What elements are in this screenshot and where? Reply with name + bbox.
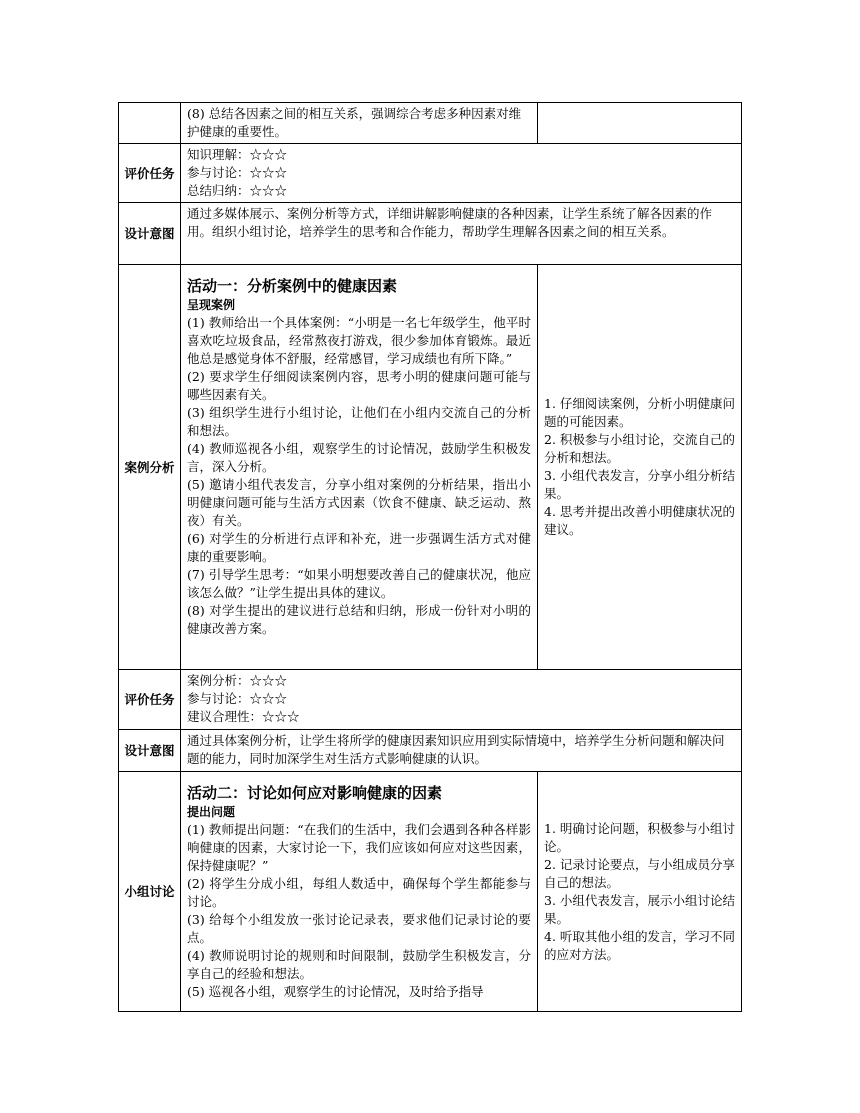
evaluation-row-1	[119, 144, 742, 203]
activity-subtitle: 呈现案例	[187, 298, 236, 312]
student-step: 4. 听取其他小组的发言，学习不同的应对方法。	[544, 928, 735, 962]
evaluation-line: 知识理解：☆☆☆	[187, 147, 288, 162]
teacher-step: (7) 引导学生思考：“如果小明想要改善自己的健康状况，他应该怎么做？”让学生提出具体的建议。	[187, 567, 531, 600]
teacher-step: (2) 要求学生仔细阅读案例内容，思考小明的健康问题可能与哪些因素有关。	[187, 369, 531, 402]
continuation-text: (8) 总结各因素之间的相互关系，强调综合考虑多种因素对维护健康的重要性。	[187, 106, 522, 139]
activity-subtitle: 提出问题	[187, 805, 236, 819]
teacher-step: (3) 给每个小组发放一张讨论记录表，要求他们记录讨论的要点。	[187, 912, 531, 945]
design-intent-row-2	[119, 730, 742, 772]
evaluation-line: 总结归纳：☆☆☆	[187, 183, 288, 198]
case-analysis-label: 案例分析	[119, 265, 181, 670]
teacher-step: (1) 教师提出问题：“在我们的生活中，我们会遇到各种各样影响健康的因素，大家讨论一下，我们应该如何应对这些因素，保持健康呢？”	[187, 822, 531, 873]
continuation-row	[119, 103, 742, 144]
case-analysis-student-cell	[538, 265, 742, 670]
case-analysis-row	[119, 265, 742, 670]
group-discussion-row	[119, 772, 742, 1012]
evaluation-label: 评价任务	[119, 144, 181, 203]
teacher-step: (4) 教师巡视各小组，观察学生的讨论情况，鼓励学生积极发言，深入分析。	[187, 441, 531, 474]
design-intent-row-1	[119, 203, 742, 265]
design-intent-text: 通过具体案例分析，让学生将所学的健康因素知识应用到实际情境中，培养学生分析问题和解决问题的能力，同时加深学生对生活方式影响健康的认识。	[187, 733, 725, 766]
group-discussion-teacher-cell	[181, 772, 538, 1012]
group-discussion-label: 小组讨论	[119, 772, 181, 1012]
teacher-step: (6) 对学生的分析进行点评和补充，进一步强调生活方式对健康的重要影响。	[187, 531, 531, 564]
design-intent-label: 设计意图	[119, 730, 181, 772]
student-step: 1. 明确讨论问题，积极参与小组讨论。	[544, 820, 735, 854]
activity-title: 活动二：讨论如何应对影响健康的因素	[187, 784, 443, 802]
design-intent-cell	[181, 203, 742, 265]
design-intent-cell	[181, 730, 742, 772]
empty-label-cell	[119, 103, 181, 144]
student-step: 1. 仔细阅读案例，分析小明健康问题的可能因素。	[544, 396, 735, 429]
activity-title: 活动一：分析案例中的健康因素	[187, 277, 398, 295]
teacher-step: (2) 将学生分成小组，每组人数适中，确保每个学生都能参与讨论。	[187, 876, 531, 909]
student-step: 2. 积极参与小组讨论，交流自己的分析和想法。	[544, 432, 735, 465]
evaluation-line: 建议合理性：☆☆☆	[187, 709, 300, 724]
teacher-steps	[187, 821, 531, 1001]
evaluation-cell	[181, 670, 742, 730]
teacher-step: (4) 教师说明讨论的规则和时间限制，鼓励学生积极发言，分享自己的经验和想法。	[187, 948, 531, 981]
student-steps	[544, 395, 735, 539]
teacher-step: (8) 对学生提出的建议进行总结和归纳，形成一份针对小明的健康改善方案。	[187, 603, 531, 636]
evaluation-label: 评价任务	[119, 670, 181, 730]
student-steps	[544, 820, 735, 964]
student-step: 4. 思考并提出改善小明健康状况的建议。	[544, 504, 735, 537]
student-step: 3. 小组代表发言，分享小组分析结果。	[544, 468, 735, 501]
design-intent-text: 通过多媒体展示、案例分析等方式，详细讲解影响健康的各种因素，让学生系统了解各因素的作用。组织小组讨论，培养学生的思考和合作能力，帮助学生理解各因素之间的相互关系。	[187, 206, 713, 239]
case-analysis-teacher-cell	[181, 265, 538, 670]
teacher-step: (5) 邀请小组代表发言，分享小组对案例的分析结果，指出小明健康问题可能与生活方式因素（饮食不健康、缺乏运动、熬夜）有关。	[187, 477, 531, 528]
design-intent-label: 设计意图	[119, 203, 181, 265]
empty-right-cell	[538, 103, 742, 144]
evaluation-line: 案例分析：☆☆☆	[187, 673, 288, 688]
student-step: 3. 小组代表发言，展示小组讨论结果。	[544, 892, 735, 926]
evaluation-line: 参与讨论：☆☆☆	[187, 691, 288, 706]
evaluation-row-2	[119, 670, 742, 730]
lesson-plan-page	[118, 102, 741, 1012]
evaluation-line: 参与讨论：☆☆☆	[187, 165, 288, 180]
group-discussion-student-cell	[538, 772, 742, 1012]
teacher-step: (5) 巡视各小组，观察学生的讨论情况，及时给予指导	[187, 984, 484, 999]
lesson-plan-table	[118, 102, 742, 1012]
continuation-cell	[181, 103, 538, 144]
evaluation-cell	[181, 144, 742, 203]
teacher-step: (3) 组织学生进行小组讨论，让他们在小组内交流自己的分析和想法。	[187, 405, 531, 438]
student-step: 2. 记录讨论要点，与小组成员分享自己的想法。	[544, 856, 735, 890]
teacher-step: (1) 教师给出一个具体案例：“小明是一名七年级学生，他平时喜欢吃垃圾食品，经常熬夜打游戏，很少参加体育锻炼。最近他总是感觉身体不舒服，经常感冒，学习成绩也有所下降。”	[187, 315, 531, 366]
teacher-steps	[187, 314, 531, 638]
